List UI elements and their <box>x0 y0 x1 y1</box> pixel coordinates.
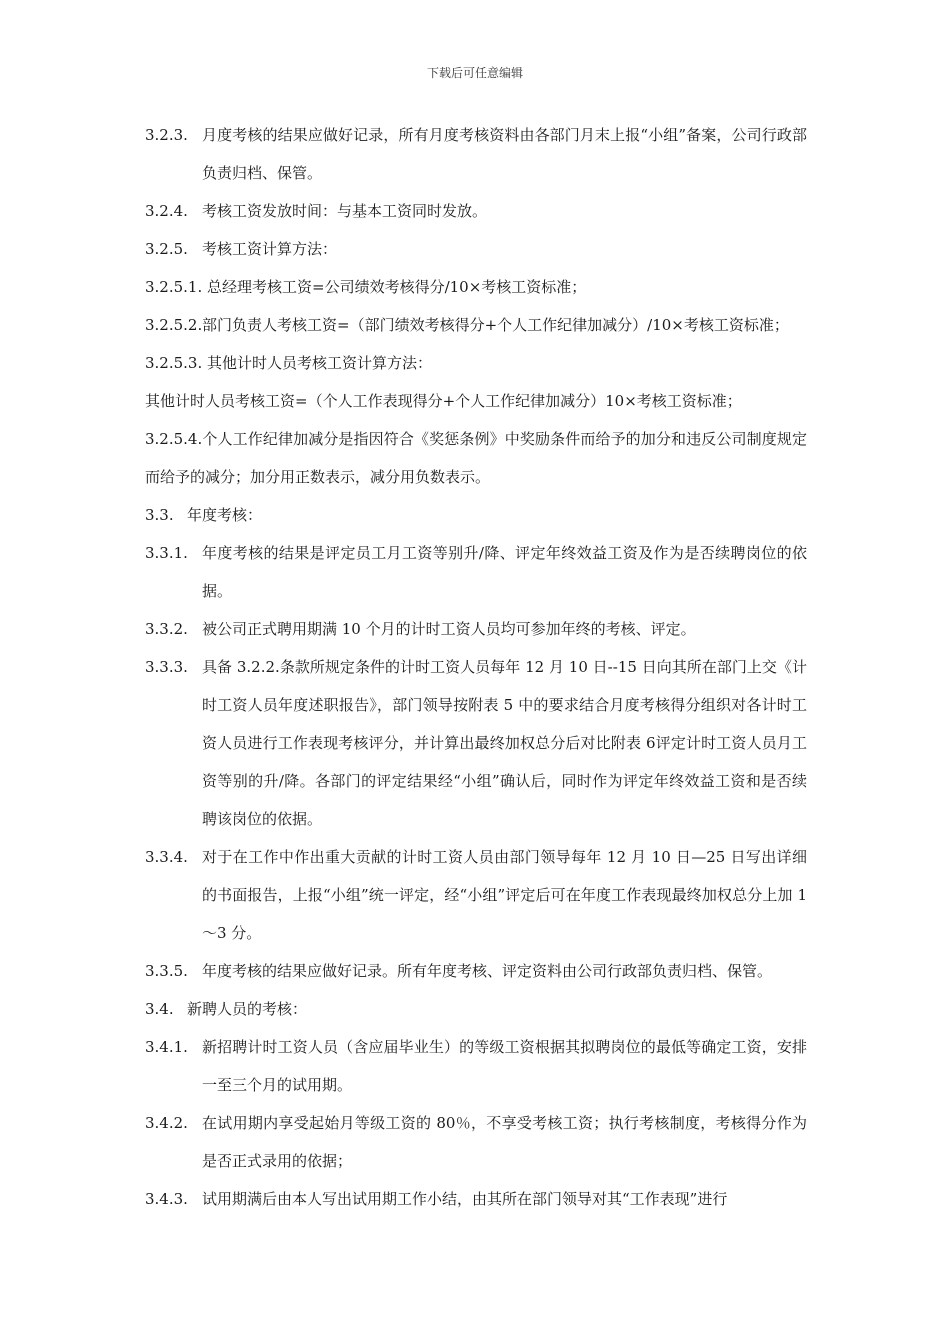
clause-text: 试用期满后由本人写出试用期工作小结，由其所在部门领导对其“工作表现”进行 <box>202 1190 728 1208</box>
clause-text: 年度考核的结果应做好记录。所有年度考核、评定资料由公司行政部负责归档、保管。 <box>202 962 773 980</box>
clause-number: 3.2.4. <box>145 202 188 220</box>
clause-number: 3.2.3. <box>145 126 188 144</box>
clause-text: 考核工资发放时间：与基本工资同时发放。 <box>202 202 488 220</box>
clause-text: 部门负责人考核工资=（部门绩效考核得分+个人工作纪律加减分）/10×考核工资标准； <box>202 316 789 334</box>
paragraph-3-2-5 <box>145 230 807 268</box>
clause-text: 被公司正式聘用期满 10 个月的计时工资人员均可参加年终的考核、评定。 <box>202 620 696 638</box>
clause-number: 3.2.5. <box>145 240 188 258</box>
clause-number: 3.3.1. <box>145 544 188 562</box>
paragraph-3-4-3 <box>145 1180 807 1218</box>
paragraph-3-3-4 <box>145 838 807 952</box>
clause-text: 3.2.5.4.个人工作纪律加减分是指因符合《奖惩条例》中奖励条件而给予的加分和违反公司制度规定而给予的减分；加分用正数表示，减分用负数表示。 <box>145 430 807 486</box>
clause-number: 3.3.4. <box>145 848 188 866</box>
clause-text: 在试用期内享受起始月等级工资的 80％，不享受考核工资；执行考核制度，考核得分作为是否正式录用的依据； <box>202 1114 807 1170</box>
paragraph-3-2-5-3 <box>145 344 807 382</box>
paragraph-3-2-4 <box>145 192 807 230</box>
paragraph-3-2-3 <box>145 116 807 192</box>
clause-text: 新招聘计时工资人员（含应届毕业生）的等级工资根据其拟聘岗位的最低等确定工资，安排一至三个月的试用期。 <box>202 1038 807 1094</box>
clause-number: 3.4.1. <box>145 1038 188 1056</box>
paragraph-formula <box>145 382 807 420</box>
paragraph-3-3-2 <box>145 610 807 648</box>
paragraph-3-3-1 <box>145 534 807 610</box>
clause-number: 3.3.2. <box>145 620 188 638</box>
clause-text: 月度考核的结果应做好记录，所有月度考核资料由各部门月末上报“小组”备案，公司行政部负责归档、保管。 <box>202 126 807 182</box>
clause-text: 年度考核： <box>187 506 263 524</box>
paragraph-3-4-1 <box>145 1028 807 1104</box>
clause-number: 3.3.5. <box>145 962 188 980</box>
clause-text: 具备 3.2.2.条款所规定条件的计时工资人员每年 12 月 10 日--15 日向其所在部门上交《计时工资人员年度述职报告》，部门领导按附表 5 中的要求结合月度考核得分组织对各计时工资人员进行工作表现考核评分，并计算出最终加权总分后对比附表 6评定计时工资人员月工资等别的升/降。各部门的评定结果经“小组”确认后，同时作为评定年终效益工资和是否续聘该岗位的依据。 <box>202 658 807 828</box>
clause-number: 3.4.2. <box>145 1114 188 1132</box>
document-body <box>145 116 807 1218</box>
clause-number: 3.4. <box>145 1000 174 1018</box>
paragraph-3-3 <box>145 496 807 534</box>
paragraph-3-4-2 <box>145 1104 807 1180</box>
clause-number: 3.3.3. <box>145 658 188 676</box>
clause-text: 对于在工作中作出重大贡献的计时工资人员由部门领导每年 12 月 10 日—25 日写出详细的书面报告，上报“小组”统一评定，经“小组”评定后可在年度工作表现最终加权总分上加 1～3 分。 <box>202 848 807 942</box>
paragraph-3-2-5-4 <box>145 420 807 496</box>
clause-text: 其他计时人员考核工资=（个人工作表现得分+个人工作纪律加减分）10×考核工资标准； <box>145 392 742 410</box>
clause-text: 考核工资计算方法： <box>202 240 338 258</box>
clause-text: 新聘人员的考核： <box>187 1000 308 1018</box>
paragraph-3-3-5 <box>145 952 807 990</box>
paragraph-3-4 <box>145 990 807 1028</box>
paragraph-3-3-3 <box>145 648 807 838</box>
clause-text: 3.2.5.1. 总经理考核工资=公司绩效考核得分/10×考核工资标准； <box>145 278 587 296</box>
paragraph-3-2-5-1 <box>145 268 807 306</box>
paragraph-3-2-5-2 <box>145 306 807 344</box>
page-header: 下载后可任意编辑 <box>426 66 523 80</box>
clause-text: 3.2.5.3. 其他计时人员考核工资计算方法： <box>145 354 433 372</box>
clause-number: 3.3. <box>145 506 174 524</box>
clause-number: 3.4.3. <box>145 1190 188 1208</box>
clause-number: 3.2.5.2. <box>145 316 203 334</box>
clause-text: 年度考核的结果是评定员工月工资等别升/降、评定年终效益工资及作为是否续聘岗位的依据。 <box>202 544 807 600</box>
